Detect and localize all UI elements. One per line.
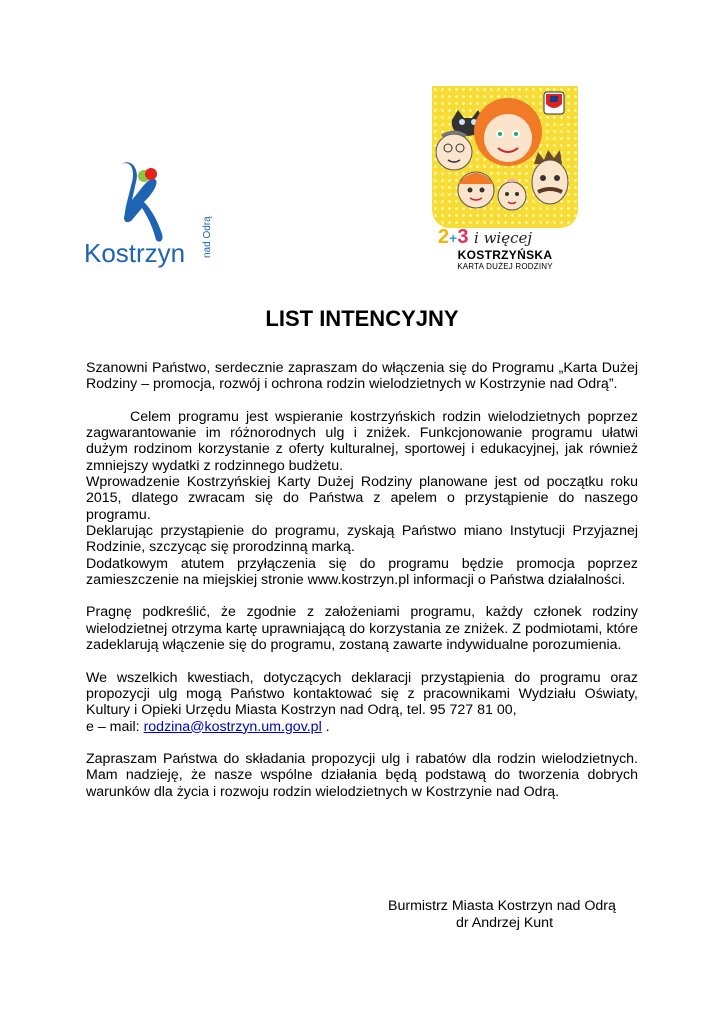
email-link[interactable]: rodzina@kostrzyn.um.gov.pl [143, 718, 322, 735]
badge-subtitle: KARTA DUŻEJ RODZINY [457, 262, 553, 271]
signature-title: Burmistrz Miasta Kostrzyn nad Odrą [388, 898, 616, 914]
badge-plus: + [449, 230, 458, 246]
badge-suffix: i więcej [474, 229, 533, 247]
badge-number-two: 2 [438, 226, 450, 248]
signature-block [388, 898, 616, 932]
paragraph-promotion: Dodatkowym atutem przyłączenia się do programu będzie promocja poprzez zamieszczenie na miejskiej stronie www.kostrzyn.pl informacji o Państwa działalności. [86, 555, 638, 588]
family-card-illustration [432, 86, 578, 228]
baby-face-icon [498, 179, 526, 210]
family-card-logo [432, 86, 578, 278]
email-suffix: . [321, 718, 330, 735]
paragraph-intro: Szanowni Państwo, serdecznie zapraszam do włączenia się do Programu „Karta Dużej Rodziny – promocja, rozwój i ochrona rodzin wielodzietnych w Kostrzynie nad Odrą”. [86, 360, 638, 393]
kostrzyn-logo-text: Kostrzyn [84, 238, 186, 268]
paragraph-declaration: Deklarując przystąpienie do programu, zyskają Państwo miano Instytucji Przyjaznej Rodzinie, szczycąc się prorodzinną marką. [86, 522, 638, 556]
paragraph-contact: We wszelkich kwestiach, dotyczących deklaracji przystąpienia do programu oraz propozycji ulg mogą Państwo kontaktować się z pracownikami Wydziału Oświaty, Kultury i Opieki Urzędu Miasta Kostrzyn nad Odrą, tel. 95 727 81 00, [86, 669, 638, 719]
page-title: LIST INTENCYJNY [265, 306, 459, 331]
kostrzyn-logo [84, 158, 224, 276]
paragraph-card-info: Pragnę podkreślić, że zgodnie z założeniami programu, każdy członek rodziny wielodzietnej otrzyma kartę uprawniającą do korzystania ze zniżek. Z podmiotami, które zadeklarują włączenie się do programu, zostaną zawarte indywidualne porozumienia. [86, 604, 638, 654]
coat-of-arms-icon [544, 92, 564, 114]
mother-face-icon [474, 98, 542, 166]
red-dot-icon [145, 168, 157, 180]
grandfather-face-icon [436, 132, 472, 170]
email-prefix: e – mail: [86, 718, 144, 735]
paragraph-goal: Celem programu jest wspieranie kostrzyńskich rodzin wielodzietnych poprzez zagwarantowanie im różnorodnych ulg i zniżek. Funkcjonowanie programu ułatwi dużym rodzinom korzystanie z oferty kulturalnej, sportowej i edukacyjnej, jak również zmniejszy wydatki z rodzinnego budżetu. [86, 408, 638, 474]
paragraph-closing: Zapraszam Państwa do składania propozycji ulg i rabatów dla rodzin wielodzietnych. Mam nadzieję, że nasze wspólne działania będą podstawą do tworzenia dobrych warunków dla życia i rozwoju rodzin wielodzietnych w Kostrzynie nad Odrą. [86, 751, 638, 800]
badge-number-three: 3 [457, 226, 469, 248]
paragraph-email-line [86, 719, 638, 735]
girl-face-icon [458, 172, 494, 208]
kostrzyn-logo-sub: nad Odrą [202, 216, 213, 258]
badge-title: KOSTRZYŃSKA [457, 248, 553, 262]
paragraph-introduction-date: Wprowadzenie Kostrzyńskiej Karty Dużej Rodziny planowane jest od początku roku 2015, dlatego zwracam się do Państwa z apelem o przystąpienie do naszego programu. [86, 474, 638, 523]
letter-body [86, 360, 638, 800]
father-face-icon [532, 150, 568, 204]
badge-numbers [438, 226, 532, 249]
signature-name: dr Andrzej Kunt [456, 915, 554, 931]
